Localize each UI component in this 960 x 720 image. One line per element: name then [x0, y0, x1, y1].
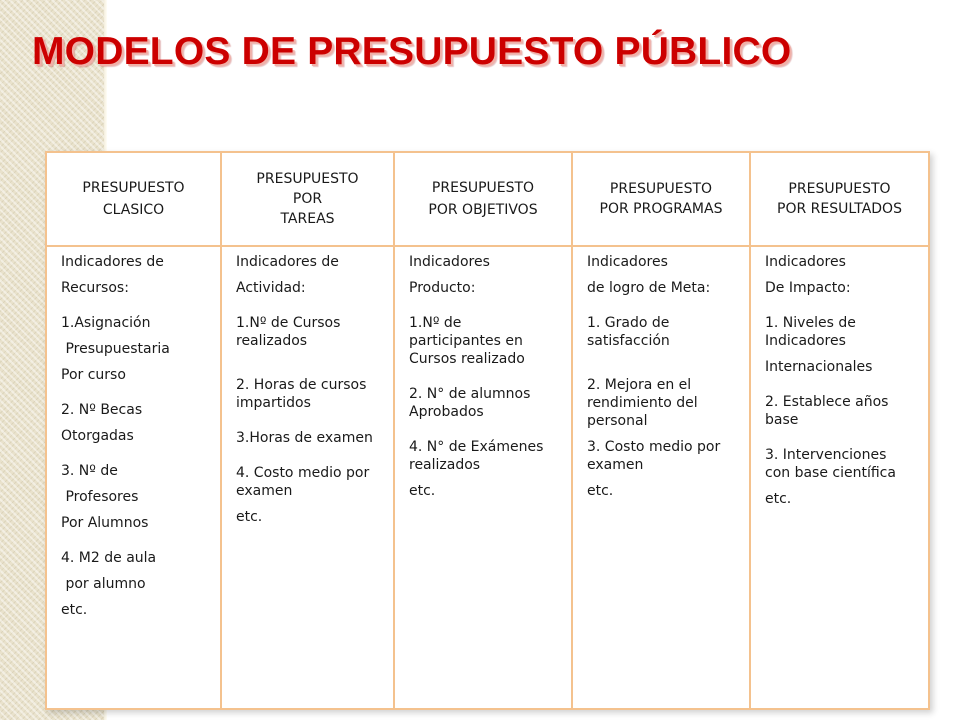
indicator-item: 3. Nº de	[61, 463, 118, 479]
indicator-item: 1.Asignación	[61, 315, 151, 331]
header-line: TAREAS	[280, 211, 335, 227]
spacer	[409, 305, 563, 314]
header-row	[46, 152, 929, 246]
indicator-item: Otorgadas	[61, 428, 134, 444]
header-por-tareas	[221, 152, 394, 246]
indicator-item: De Impacto:	[765, 280, 851, 296]
spacer	[765, 305, 920, 314]
indicator-item: 2. Nº Becas	[61, 402, 143, 418]
spacer	[236, 455, 385, 464]
indicator-item: Indicadores	[765, 254, 846, 270]
spacer	[236, 358, 385, 367]
indicator-item: 2. Establece años base	[765, 394, 889, 428]
header-line: PRESUPUESTO	[788, 181, 891, 197]
header-line: PRESUPUESTO	[256, 171, 359, 187]
spacer	[587, 367, 741, 376]
header-line: POR RESULTADOS	[777, 201, 902, 217]
budget-models-table	[45, 151, 930, 710]
indicator-item: Profesores	[61, 489, 139, 505]
spacer	[587, 358, 741, 367]
indicator-item: 2. N° de alumnos Aprobados	[409, 386, 531, 420]
spacer	[409, 376, 563, 385]
indicator-item: Indicadores	[587, 254, 668, 270]
indicator-item: etc.	[587, 483, 614, 499]
spacer	[236, 367, 385, 376]
indicator-item: 4. N° de Exámenes realizados	[409, 439, 544, 473]
header-por-objetivos	[394, 152, 572, 246]
indicator-item: de logro de Meta:	[587, 280, 711, 296]
indicator-item: etc.	[61, 602, 88, 618]
header-line: CLASICO	[102, 202, 165, 218]
indicator-item: 1. Grado de satisfacción	[587, 315, 670, 349]
indicator-item: 3. Costo medio por examen	[587, 439, 721, 473]
indicator-item: Por curso	[61, 367, 126, 383]
spacer	[61, 453, 212, 462]
indicator-item: por alumno	[61, 576, 146, 592]
spacer	[409, 429, 563, 438]
spacer	[765, 384, 920, 393]
header-line: PRESUPUESTO	[431, 180, 535, 196]
indicator-item: Indicadores de	[236, 254, 339, 270]
indicator-item: Producto:	[409, 280, 476, 296]
spacer	[61, 540, 212, 549]
indicator-item: 1. Niveles de Indicadores	[765, 315, 856, 349]
indicator-item: Recursos:	[61, 280, 129, 296]
indicator-item: 1.Nº de participantes en Cursos realizado	[409, 315, 525, 367]
indicator-item: Presupuestaria	[61, 341, 170, 357]
header-line: POR	[292, 191, 323, 207]
spacer	[236, 420, 385, 429]
header-por-resultados	[750, 152, 929, 246]
indicator-item: 3. Intervenciones con base científica	[765, 447, 896, 481]
header-line: POR PROGRAMAS	[599, 201, 723, 217]
indicator-item: etc.	[765, 491, 792, 507]
indicator-item: 2. Mejora en el rendimiento del personal	[587, 377, 698, 429]
indicator-item: 3.Horas de examen	[236, 430, 373, 446]
indicator-item: Internacionales	[765, 359, 873, 375]
page-title: MODELOS DE PRESUPUESTO PÚBLICO	[32, 30, 792, 73]
indicator-item: 1.Nº de Cursos realizados	[236, 315, 341, 349]
indicator-item: 4. M2 de aula	[61, 550, 157, 566]
indicator-item: Indicadores	[409, 254, 490, 270]
spacer	[236, 305, 385, 314]
cell-por-tareas	[221, 246, 394, 709]
cell-clasico	[46, 246, 221, 709]
spacer	[61, 305, 212, 314]
indicator-item: Indicadores de	[61, 254, 164, 270]
header-por-programas	[572, 152, 750, 246]
indicator-item: etc.	[409, 483, 436, 499]
cell-por-programas	[572, 246, 750, 709]
indicator-item: Por Alumnos	[61, 515, 149, 531]
cell-por-objetivos	[394, 246, 572, 709]
cell-por-resultados	[750, 246, 929, 709]
indicators-row	[46, 246, 929, 709]
header-clasico	[46, 152, 221, 246]
indicator-item: 2. Horas de cursos impartidos	[236, 377, 367, 411]
header-line: POR OBJETIVOS	[428, 202, 538, 218]
header-line: PRESUPUESTO	[609, 181, 713, 197]
indicator-item: 4. Costo medio por examen	[236, 465, 370, 499]
spacer	[765, 437, 920, 446]
spacer	[61, 392, 212, 401]
spacer	[587, 305, 741, 314]
header-line: PRESUPUESTO	[82, 180, 185, 196]
indicator-item: etc.	[236, 509, 263, 525]
indicator-item: Actividad:	[236, 280, 306, 296]
